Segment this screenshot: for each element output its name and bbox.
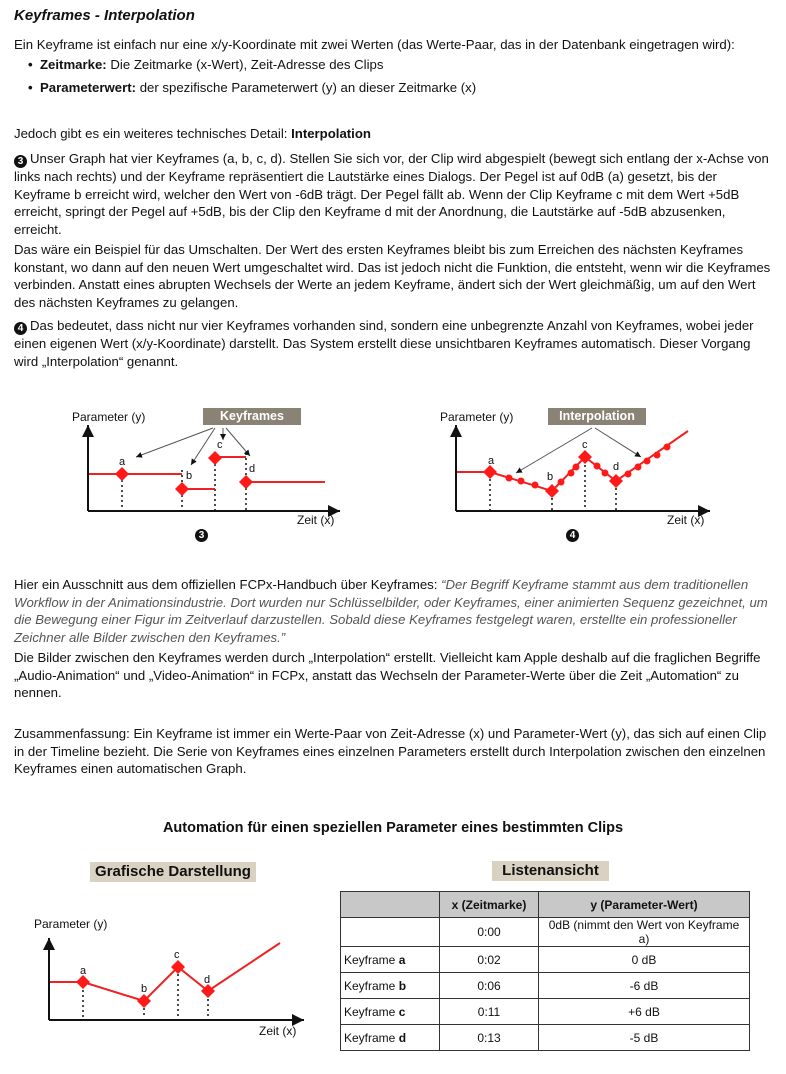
paragraph-4 — [14, 317, 774, 370]
row-label: Keyframe c — [341, 999, 440, 1025]
bullet-text: Die Zeitmarke (x-Wert), Zeit-Adresse des Clips — [106, 57, 384, 72]
table-header-row — [341, 892, 750, 918]
row-x: 0:11 — [440, 999, 539, 1025]
point-a-label: a — [119, 456, 126, 468]
interpolation-callout: Interpolation — [548, 408, 646, 425]
header-x: x (Zeitmarke) — [440, 892, 539, 918]
row-label: Keyframe b — [341, 973, 440, 999]
paragraph-3 — [14, 150, 774, 238]
row-label: Keyframe a — [341, 947, 440, 973]
automation-title: Automation für einen speziellen Parameter eines bestimmten Clips — [162, 820, 624, 836]
step-chart-icon — [60, 395, 350, 545]
paragraph-4-text: Das bedeutet, dass nicht nur vier Keyframes vorhanden sind, sondern eine unbegrenzte Anzahl von Keyframes, wobei jeder einen eigenen Wert (x/y-Koordinate) darstellt. Das System erstellt diese unsichtbaren Keyframes automatisch. Dieser Vorgang wird „Interpolation“ genannt. — [14, 318, 754, 369]
table-row — [341, 918, 750, 947]
row-y: 0 dB — [539, 947, 750, 973]
y-axis-label: Parameter (y) — [34, 917, 108, 931]
automation-graph — [20, 850, 320, 1050]
bullet-term: Zeitmarke: — [40, 57, 107, 72]
table-row — [341, 973, 750, 999]
intro-paragraph: Ein Keyframe ist einfach nur eine x/y-Koordinate mit zwei Werten (das Werte-Paar, das in der Datenbank eingetragen wird): — [14, 37, 735, 52]
keyframes-callout: Keyframes — [203, 408, 301, 425]
y-axis-label: Parameter (y) — [72, 410, 146, 424]
detail-prefix: Jedoch gibt es ein weiteres technisches Detail: — [14, 126, 292, 141]
step-keyframes-diagram — [60, 395, 350, 545]
point-b-label: b — [186, 470, 193, 482]
point-c-label: c — [217, 439, 223, 451]
quote-text: “Der Begriff Keyframe stammt aus dem traditionellen Workflow in der Animationsindustrie. Dort wurden nur Schlüsselbilder, oder Keyframes, einer animierten Sequenz gezeichnet, um die Bewegung einer Figur im Zeitverlauf darzustellen. Sobald diese Keyframes festgelegt waren, erstellte ein professioneller Zeichner alle Bilder zwischen den Keyframes.” — [14, 577, 768, 645]
row-x: 0:13 — [440, 1025, 539, 1051]
paragraph-apple: Die Bilder zwischen den Keyframes werden durch „Interpolation“ erstellt. Vielleicht kam Apple deshalb auf die fraglichen Begriffe „Audio-Animation“ und „Video-Animation“ in FCPx, anstatt das Wechseln der Parameter-Werte über die Zeit „Automation“ zu nennen. — [14, 650, 761, 700]
handbook-quote-paragraph — [14, 576, 774, 646]
list-title: Listenansicht — [492, 861, 609, 881]
paragraph-3-text: Unser Graph hat vier Keyframes (a, b, c, d). Stellen Sie sich vor, der Clip wird abgespielt (bewegt sich entlang der x-Achse von links nach rechts) und der Keyframe repräsentiert die Lautstärke eines Dialogs. Der Pegel ist auf 0dB (a) gesetzt, bis der Keyframe b erreicht wird, welcher den Wert von -6dB trägt. Der Pegel fällt ab. Wenn der Clip Keyframe c mit dem Wert +5dB erreicht, springt der Pegel auf +5dB, bis der Clip den Keyframe d mit der Anordnung, die Lautstärke auf -5dB abzusenken, erreicht. — [14, 151, 769, 237]
interpolation-chart-icon — [430, 395, 720, 545]
paragraph-switch: Das wäre ein Beispiel für das Umschalten. Der Wert des ersten Keyframes bleibt bis zum Erreichen des nächsten Keyframes konstant, wo dann auf den neuen Wert umgeschaltet wird. Das ist jedoch nicht die Funktion, die entsteht, wenn wir die Keyframes verbinden. Anstatt eines abrupten Wechsels der Werte an jedem Keyframe, ändert sich der Wert gleichmäßig, um auf den Wert des nächsten Keyframes zu gelangen. — [14, 242, 771, 310]
x-axis-label: Zeit (x) — [297, 513, 335, 527]
table-row — [341, 947, 750, 973]
point-a-label: a — [488, 455, 495, 467]
keyframe-table — [340, 891, 750, 1051]
row-y: -5 dB — [539, 1025, 750, 1051]
bullet-text: der spezifische Parameterwert (y) an dieser Zeitmarke (x) — [136, 80, 477, 95]
point-b-label: b — [141, 983, 148, 995]
row-y: 0dB (nimmt den Wert von Keyframe a) — [539, 918, 750, 947]
detail-line — [14, 125, 774, 143]
number-3-icon: 3 — [14, 155, 27, 168]
number-4-icon: 4 — [14, 322, 27, 335]
page-title: Keyframes - Interpolation — [14, 7, 195, 24]
point-a-label: a — [80, 965, 87, 977]
header-empty — [341, 892, 440, 918]
interpolation-diagram — [430, 395, 720, 545]
row-label — [341, 918, 440, 947]
table-row — [341, 999, 750, 1025]
detail-term: Interpolation — [291, 126, 371, 141]
graph-title: Grafische Darstellung — [90, 862, 256, 882]
point-b-label: b — [547, 471, 554, 483]
automation-chart-icon — [20, 850, 320, 1050]
point-d-label: d — [204, 974, 211, 986]
row-y: +6 dB — [539, 999, 750, 1025]
point-c-label: c — [582, 439, 588, 451]
bullet-term: Parameterwert: — [40, 80, 137, 95]
y-axis-label: Parameter (y) — [440, 410, 514, 424]
bullet-parameterwert — [40, 80, 476, 95]
point-c-label: c — [174, 949, 180, 961]
quote-intro: Hier ein Ausschnitt aus dem offiziellen FCPx-Handbuch über Keyframes: — [14, 577, 442, 592]
x-axis-label: Zeit (x) — [259, 1024, 297, 1038]
summary-paragraph: Zusammenfassung: Ein Keyframe ist immer ein Werte-Paar von Zeit-Adresse (x) und Parameter-Wert (y), das sich auf einen Clip in der Timeline bezieht. Die Serie von Keyframes eines einzelnen Parameters erstellt durch Interpolation zwischen den einzelnen Keyframes einen automatischen Graph. — [14, 726, 767, 776]
row-x: 0:02 — [440, 947, 539, 973]
row-x: 0:06 — [440, 973, 539, 999]
x-axis-label: Zeit (x) — [667, 513, 705, 527]
number-3-marker: 3 — [195, 525, 211, 542]
point-d-label: d — [613, 461, 620, 473]
point-d-label: d — [249, 463, 256, 475]
header-y: y (Parameter-Wert) — [539, 892, 750, 918]
table-row — [341, 1025, 750, 1051]
row-x: 0:00 — [440, 918, 539, 947]
row-label: Keyframe d — [341, 1025, 440, 1051]
bullet-zeitmarke — [40, 57, 383, 72]
row-y: -6 dB — [539, 973, 750, 999]
number-4-marker: 4 — [566, 525, 582, 542]
